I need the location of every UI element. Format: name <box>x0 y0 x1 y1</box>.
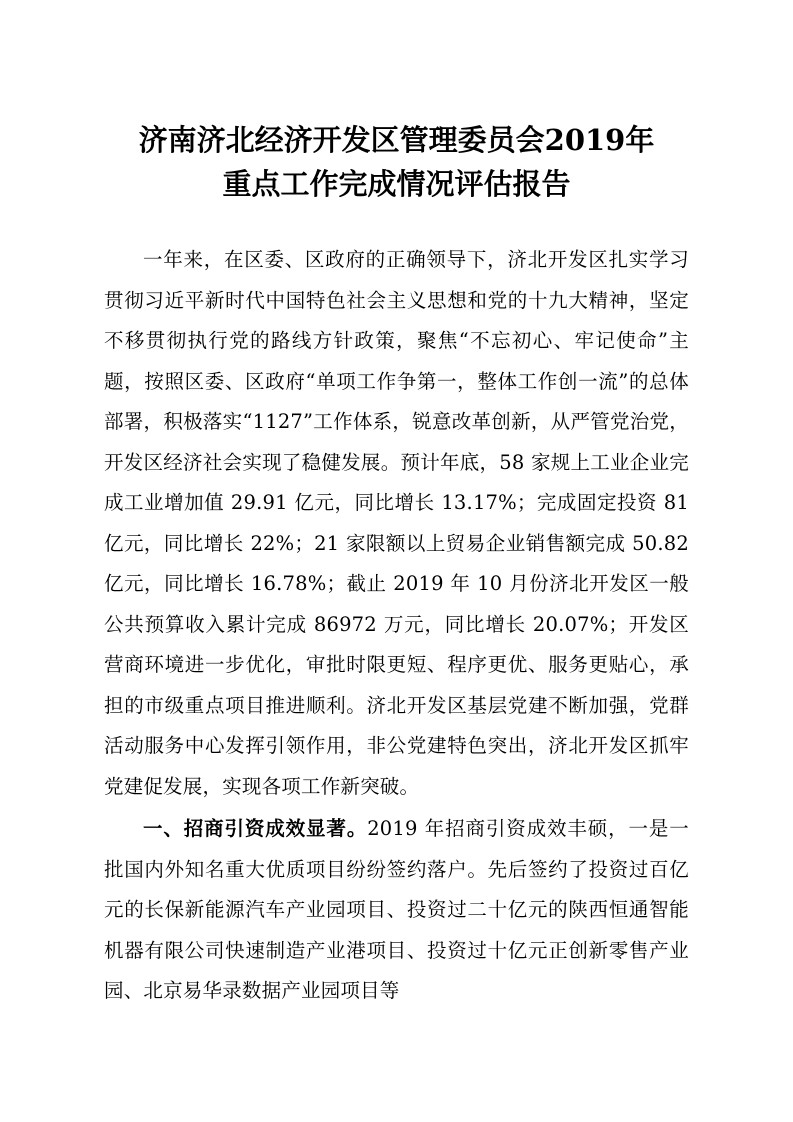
paragraph-overview-text: 一年来，在区委、区政府的正确领导下，济北开发区扎实学习贯彻习近平新时代中国特色社会主义思想和党的十九大精神，坚定不移贯彻执行党的路线方针政策，聚焦“不忘初心、牢记使命”主题，按照区委、区政府“单项工作争第一，整体工作创一流”的总体部署，积极落实“1127”工作体系，锐意改革创新，从严管党治党，开发区经济社会实现了稳健发展。预计年底，58 家规上工业企业完成工业增加值 29.91 亿元，同比增长 13.17%；完成固定投资 81 亿元，同比增长 22%；21 家限额以上贸易企业销售额完成 50.82 亿元，同比增长 16.78%；截止 2019 年 10 月份济北开发区一般公共预算收入累计完成 86972 万元，同比增长 20.07%；开发区营商环境进一步优化，审批时限更短、程序更优、服务更贴心，承担的市级重点项目推进顺利。济北开发区基层党建不断加强，党群活动服务中心发挥引领作用，非公党建特色突出，济北开发区抓牢党建促发展，实现各项工作新突破。 <box>104 248 689 798</box>
paragraph-overview <box>104 240 689 807</box>
paragraph-section-one <box>104 809 689 1012</box>
page-title-line-1: 济南济北经济开发区管理委员会2019年 <box>138 123 655 157</box>
page-title <box>104 118 689 206</box>
paragraph-section-one-text: 2019 年招商引资成效丰硕，一是一批国内外知名重大优质项目纷纷签约落户。先后签约了投资过百亿元的长保新能源汽车产业园项目、投资过二十亿元的陕西恒通智能机器有限公司快速制造产业港项目、投资过十亿元正创新零售产业园、北京易华录数据产业园项目等 <box>104 817 689 1002</box>
page-title-line-2: 重点工作完成情况评估报告 <box>222 167 571 201</box>
document-body <box>104 240 689 1012</box>
paragraph-section-one-lead: 一、招商引资成效显著。 <box>143 817 368 840</box>
